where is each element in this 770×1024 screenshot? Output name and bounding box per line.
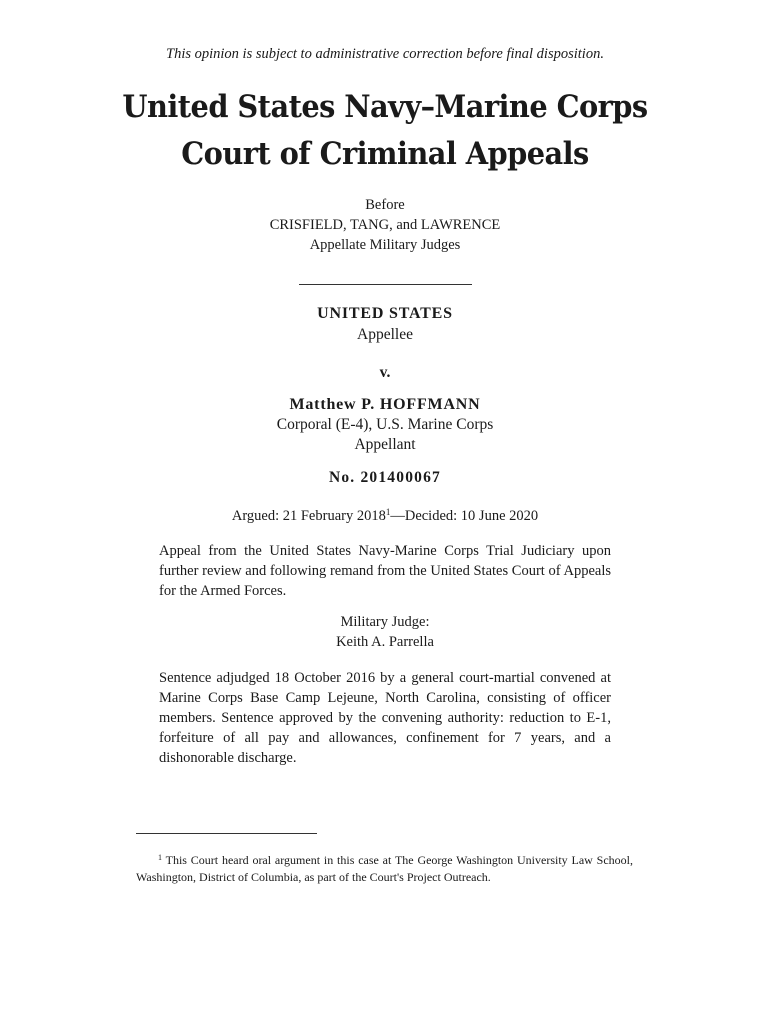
- footnote-text: This Court heard oral argument in this case at The George Washington University Law School, Washington, District of Columbia, as part of the Court's Project Outreach.: [136, 853, 633, 884]
- military-judge-label: Military Judge:: [340, 614, 430, 630]
- docket-number: No. 201400067: [328, 469, 442, 486]
- footnote-rule: [136, 833, 317, 834]
- court-title-line-1: United States Navy–Marine Corps: [122, 89, 648, 125]
- footnote: [136, 849, 633, 886]
- appellee-name: UNITED STATES: [317, 305, 453, 322]
- argued-decided-dates: [0, 507, 770, 525]
- court-title-line-2: Court of Criminal Appeals: [181, 136, 589, 172]
- judges-names: CRISFIELD, TANG, and LAWRENCE: [269, 217, 501, 233]
- footnote-reference[interactable]: 1: [385, 507, 391, 517]
- before-label: Before: [365, 197, 405, 213]
- argued-date: Argued: 21 February 2018: [231, 508, 386, 524]
- military-judge-name: Keith A. Parrella: [336, 634, 434, 650]
- correction-notice: This opinion is subject to administrative correction before final disposition.: [166, 46, 604, 62]
- appellant-rank: Corporal (E-4), U.S. Marine Corps: [276, 416, 494, 433]
- sentence-paragraph: Sentence adjudged 18 October 2016 by a general court-martial convened at Marine Corps Base Camp Lejeune, North Carolina, consisting of officer members. Sentence approved by the convening authority: reduction to E-1, forfeiture of all pay and allowances, confinement for 7 years, and a dishonorable discharge.: [159, 670, 611, 766]
- decided-date: —Decided: 10 June 2020: [390, 508, 539, 524]
- appeal-paragraph: Appeal from the United States Navy-Marine Corps Trial Judiciary upon further review and following remand from the United States Court of Appeals for the Armed Forces.: [159, 543, 611, 599]
- caption-divider: [299, 284, 472, 285]
- versus-label: v.: [379, 364, 391, 381]
- appellant-role: Appellant: [354, 436, 416, 453]
- appellant-name: Matthew P. HOFFMANN: [289, 396, 481, 413]
- judges-title: Appellate Military Judges: [309, 237, 461, 253]
- appellee-role: Appellee: [357, 326, 413, 343]
- footnote-number: 1: [158, 853, 162, 862]
